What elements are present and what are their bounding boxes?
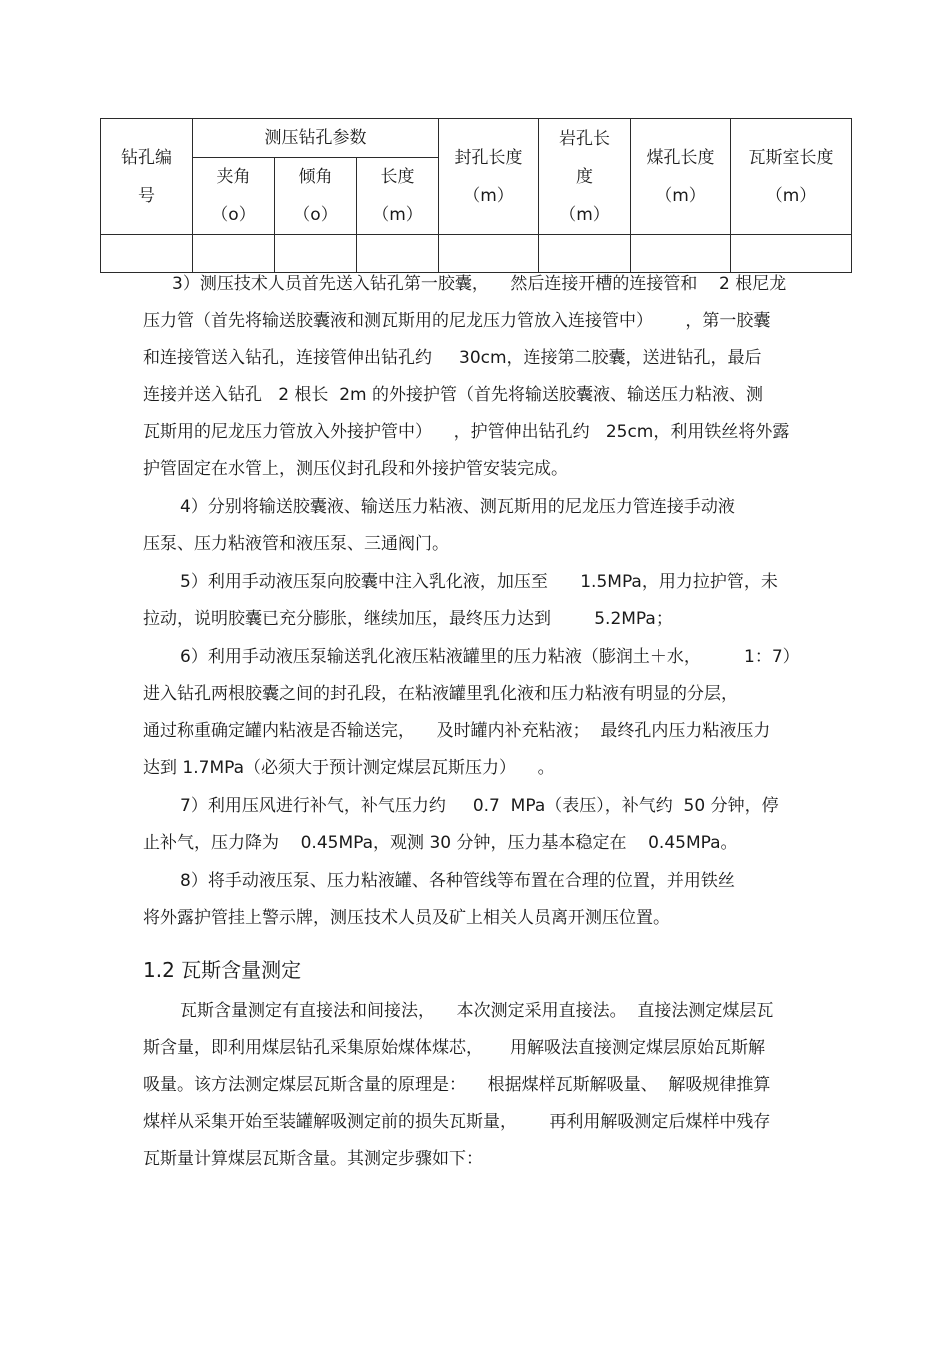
paragraph-line: 5）利用手动液压泵向胶囊中注入乳化液，加压至 1.5MPa，用力拉护管，未 (180, 572, 778, 592)
paragraph-line: 将外露护管挂上警示牌，测压技术人员及矿上相关人员离开测压位置。 (143, 908, 670, 928)
paragraph-line: 压力管（首先将输送胶囊液和测瓦斯用的尼龙压力管放入连接管中） ，第一胶囊 (143, 311, 771, 331)
table-cell (539, 235, 631, 273)
paragraph-line: 吸量。该方法测定煤层瓦斯含量的原理是： 根据煤样瓦斯解吸量、 解吸规律推算 (143, 1075, 771, 1095)
paragraph-line: 达到 1.7MPa（必须大于预计测定煤层瓦斯压力） 。 (143, 758, 555, 778)
subheader-angle: 夹角 （o） (193, 158, 275, 235)
table-cell (357, 235, 439, 273)
header-drill-params: 测压钻孔参数 (193, 119, 439, 158)
table-cell (193, 235, 275, 273)
paragraph-line: 进入钻孔两根胶囊之间的封孔段，在粘液罐里乳化液和压力粘液有明显的分层， (143, 684, 738, 704)
header-seal-length: 封孔长度 （m） (439, 119, 539, 235)
paragraph-line: 瓦斯用的尼龙压力管放入外接护管中） ，护管伸出钻孔约 25cm，利用铁丝将外露 (143, 422, 790, 442)
header-bore-id: 钻孔编 号 (101, 119, 193, 235)
section-heading: 1.2 瓦斯含量测定 (143, 958, 302, 982)
table-cell (631, 235, 731, 273)
table-cell (439, 235, 539, 273)
header-rock-length: 岩孔长 度 （m） (539, 119, 631, 235)
paragraph-line: 4）分别将输送胶囊液、输送压力粘液、测瓦斯用的尼龙压力管连接手动液 (180, 497, 735, 517)
paragraph-line: 和连接管送入钻孔，连接管伸出钻孔约 30cm，连接第二胶囊，送进钻孔，最后 (143, 348, 762, 368)
paragraph-line: 压泵、压力粘液管和液压泵、三通阀门。 (143, 534, 449, 554)
paragraph-line: 止补气，压力降为 0.45MPa，观测 30 分钟，压力基本稳定在 0.45MPa。 (143, 833, 738, 853)
paragraph-line: 6）利用手动液压泵输送乳化液压粘液罐里的压力粘液（膨润土＋水， 1：7） (180, 647, 800, 667)
header-coal-length: 煤孔长度 （m） (631, 119, 731, 235)
table-row (101, 235, 852, 273)
paragraph-line: 斯含量，即利用煤层钻孔采集原始煤体煤芯， 用解吸法直接测定煤层原始瓦斯解 (143, 1038, 766, 1058)
table-cell (275, 235, 357, 273)
paragraph-line: 3）测压技术人员首先送入钻孔第一胶囊， 然后连接开槽的连接管和 2 根尼龙 (172, 274, 787, 294)
header-chamber-length: 瓦斯室长度 （m） (731, 119, 852, 235)
subheader-length: 长度 （m） (357, 158, 439, 235)
table-cell (731, 235, 852, 273)
paragraph-line: 连接并送入钻孔 2 根长 2m 的外接护管（首先将输送胶囊液、输送压力粘液、测 (143, 385, 764, 405)
paragraph-line: 煤样从采集开始至装罐解吸测定前的损失瓦斯量， 再利用解吸测定后煤样中残存 (143, 1112, 771, 1132)
paragraph-line: 通过称重确定罐内粘液是否输送完， 及时罐内补充粘液； 最终孔内压力粘液压力 (143, 721, 771, 741)
table-cell (101, 235, 193, 273)
subheader-incline: 倾角 （o） (275, 158, 357, 235)
paragraph-line: 7）利用压风进行补气，补气压力约 0.7 MPa（表压），补气约 50 分钟，停 (180, 796, 779, 816)
paragraph-line: 护管固定在水管上，测压仪封孔段和外接护管安装完成。 (143, 459, 568, 479)
paragraph-line: 8）将手动液压泵、压力粘液罐、各种管线等布置在合理的位置，并用铁丝 (180, 871, 735, 891)
paragraph-line: 拉动，说明胶囊已充分膨胀，继续加压，最终压力达到 5.2MPa； (143, 609, 673, 629)
paragraph-line: 瓦斯含量测定有直接法和间接法， 本次测定采用直接法。 直接法测定煤层瓦 (180, 1001, 774, 1021)
drill-parameter-table (100, 118, 852, 273)
paragraph-line: 瓦斯量计算煤层瓦斯含量。其测定步骤如下： (143, 1149, 483, 1169)
